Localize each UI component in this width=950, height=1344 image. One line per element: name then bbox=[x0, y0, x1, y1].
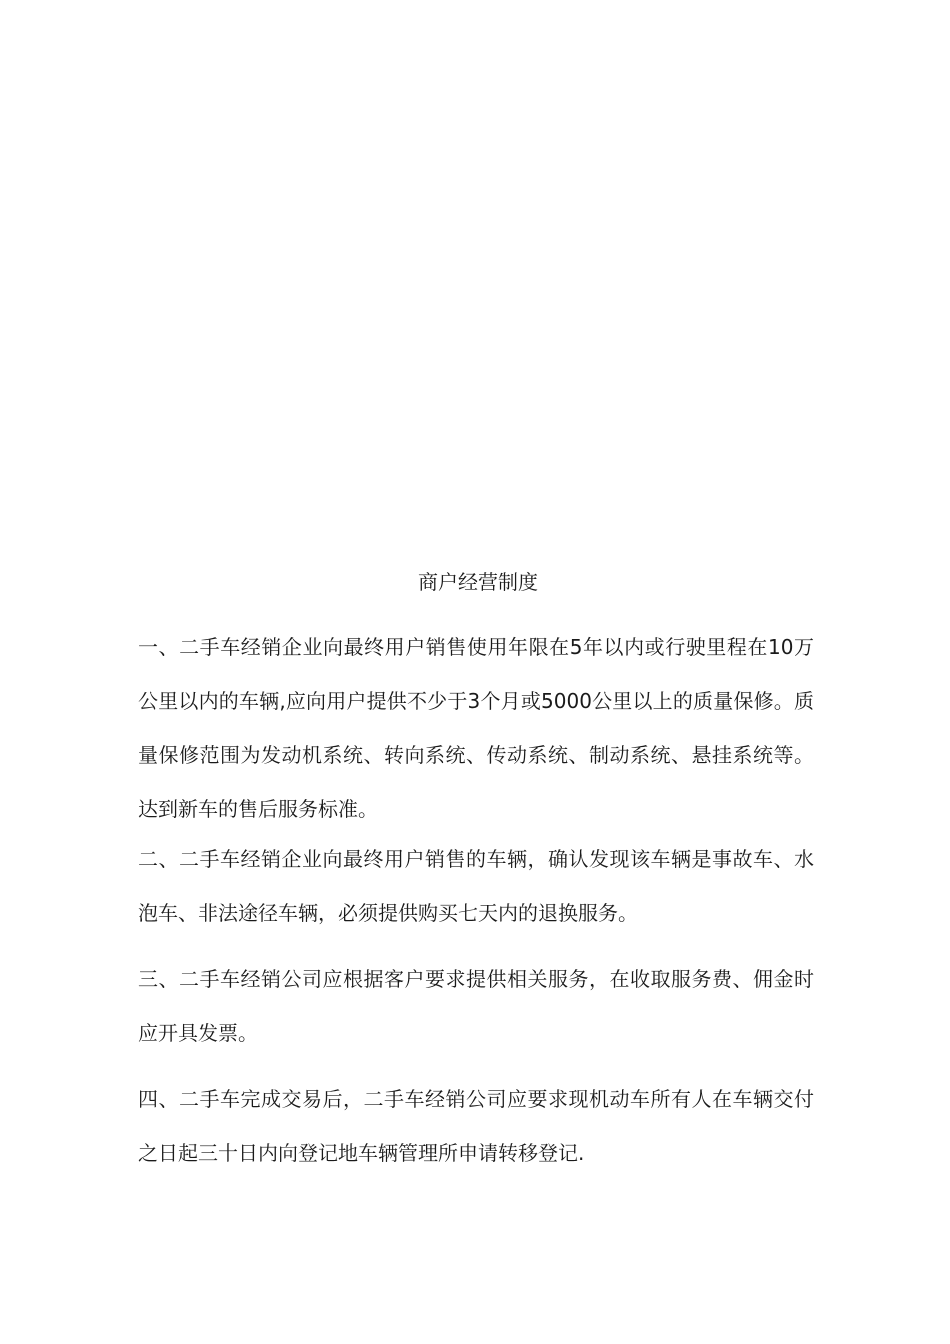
article-paragraph-3: 三、二手车经销公司应根据客户要求提供相关服务，在收取服务费、佣金时应开具发票。 bbox=[138, 967, 814, 1045]
article-paragraph-1: 一、二手车经销企业向最终用户销售使用年限在5年以内或行驶里程在10万公里以内的车辆,应向用户提供不少于3个月或5000公里以上的质量保修。质量保修范围为发动机系统、转向系统、传动系统、制动系统、悬挂系统等。达到新车的售后服务标准。 bbox=[138, 635, 814, 821]
article-paragraph-4: 四、二手车完成交易后，二手车经销公司应要求现机动车所有人在车辆交付之日起三十日内向登记地车辆管理所申请转移登记. bbox=[138, 1087, 814, 1165]
article-paragraph-2: 二、二手车经销企业向最终用户销售的车辆，确认发现该车辆是事故车、水泡车、非法途径车辆，必须提供购买七天内的退换服务。 bbox=[138, 847, 814, 925]
document-title: 商户经营制度 bbox=[418, 570, 538, 594]
